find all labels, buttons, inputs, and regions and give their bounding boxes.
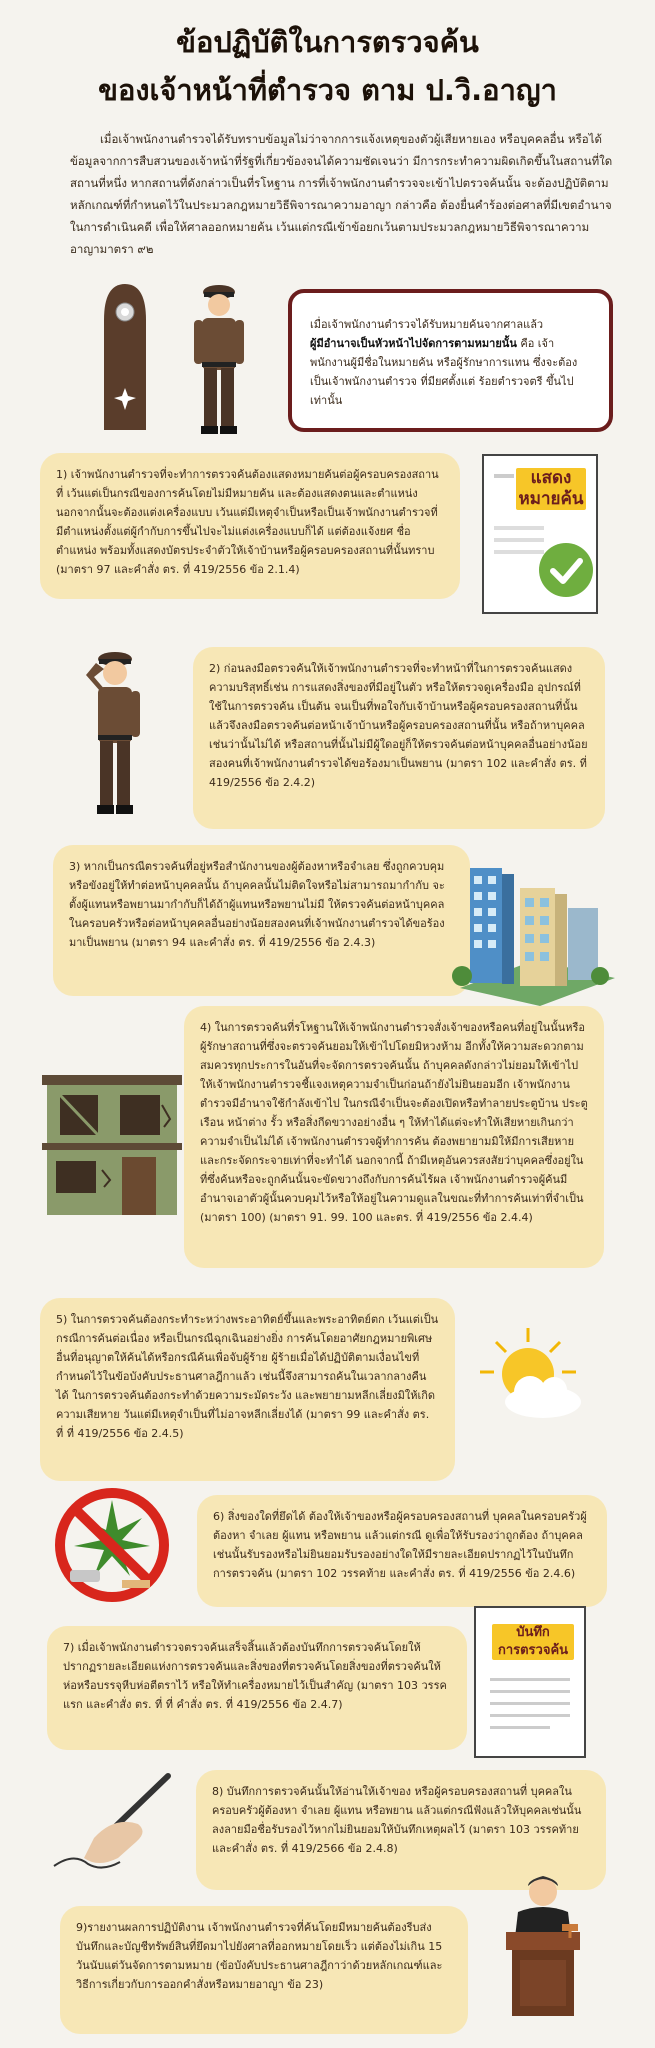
check-mark-icon	[538, 542, 594, 598]
rule-item-6: 6) สิ่งของใดที่ยึดได้ ต้องให้เจ้าของหรือผู้ครอบครองสถานที่ บุคคลในครอบครัวผู้ต้องหา จำเลย ผู้แทน หรือพยาน แล้วแต่กรณี ดูเพื่อให้รับรองว่าถูกต้อง ถ้าบุคคลเช่นนั้นรับรองหรือไม่ยินยอมรับรองอย่างใดให้มีรายละเอียดปรากฏไว้ในบันทึกการตรวจค้น (มาตรา 102 วรรคท้าย และคำสั่ง ตร. ที่ 419/2556 ข้อ 2.4.6)	[197, 1495, 607, 1607]
judge-icon	[498, 1872, 588, 2022]
buildings-illustration	[440, 848, 615, 1008]
no-drugs-icon	[50, 1480, 190, 1605]
show-warrant-illustration	[482, 454, 598, 614]
sun-cloud-icon	[468, 1322, 598, 1432]
rule-item-5: 5) ในการตรวจค้นต้องกระทำระหว่างพระอาทิตย์ขึ้นและพระอาทิตย์ตก เว้นแต่เป็นกรณีการค้นต่อเนื่อง หรือเป็นกรณีฉุกเฉินอย่างยิ่ง การค้นโดยอาศัยกฎหมายพิเศษอื่นที่อนุญาตให้ค้นได้หรือกรณีค้นเพื่อจับผู้ร้าย ผู้ร้ายเมื่อได้ปฏิบัติตามเงื่อนไขที่กำหนดไว้ในข้อบังคับประธานศาลฎีกาแล้ว เช่นนี้จึงสามารถค้นในเวลากลางคืนได้ ในการตรวจค้นต้องกระทำด้วยความระมัดระวัง และพยายามหลีกเลี่ยงมิให้เกิดความเสียหาย วันแต่มีเหตุจำเป็นที่ไม่อาจหลีกเลี่ยงได้ (มาตรา 99 และคำสั่ง ตร. ที่ ที่ 419/2556 ข้อ 2.4.5)	[40, 1298, 455, 1481]
page-title-line-1: ข้อปฏิบัติในการตรวจค้น	[176, 25, 479, 59]
saluting-officer-icon	[80, 645, 150, 820]
search-record-illustration	[474, 1606, 586, 1758]
page-title-line-2: ของเจ้าหน้าที่ตำรวจ ตาม ป.วิ.อาญา	[98, 73, 557, 107]
show-warrant-tag: แสดง หมายค้น	[514, 466, 588, 512]
note-rest-text: คือ เจ้าพนักงานผู้มีชื่อในหมายค้น หรือผู้รักษาการแทน ซึ่งจะต้องเป็นเจ้าพนักงานตำรวจ ที่มียศตั้งแต่ ร้อยตำรวจตรี ขึ้นไปเท่านั้น	[310, 337, 578, 407]
warrant-authority-note	[288, 289, 613, 432]
rule-item-7: 7) เมื่อเจ้าพนักงานตำรวจตรวจค้นเสร็จสิ้นแล้วต้องบันทึกการตรวจค้นโดยให้ปรากฏรายละเอียดแห่งการตรวจค้นและสิ่งของที่ตรวจค้นโดยสิ่งของที่ตรวจค้นให้ห่อหรือบรรจุหีบห่อตีตราไว้ หรือให้ทำเครื่องหมายไว้เป็นสำคัญ (มาตรา 103 วรรคแรก และคำสั่ง ตร. ที่ ที่ คำสั่ง ตร. ที่ 419/2556 ข้อ 2.4.7)	[47, 1626, 467, 1750]
rule-item-3: 3) หากเป็นกรณีตรวจค้นที่อยู่หรือสำนักงานของผู้ต้องหาหรือจำเลย ซึ่งถูกควบคุมหรือขังอยู่ให้ทำต่อหน้าบุคคลนั้น ถ้าบุคคลนั้นไม่ติดใจหรือไม่สามารถมากำกับ จะตั้งผู้แทนหรือพยานมากำกับก็ได้ถ้าผู้แทนหรือพยานไม่มี ให้ตรวจค้นต่อหน้าบุคคลในครอบครัวหรือต่อหน้าบุคคลอื่นอย่างน้อยสองคนที่เจ้าพนักงานตำรวจได้ขอร้องมาเป็นพยาน (มาตรา 94 และคำสั่ง ตร. ที่ 419/2556 ข้อ 2.4.3)	[53, 845, 470, 996]
intro-paragraph: เมื่อเจ้าพนักงานตำรวจได้รับทราบข้อมูลไม่ว่าจากการแจ้งเหตุของตัวผู้เสียหายเอง หรือบุคคลอื่น หรือได้ข้อมูลจากการสืบสวนของเจ้าหน้าที่รัฐที่เกี่ยวข้องจนได้ความชัดเจนว่า มีการกระทำความผิดเกิดขึ้นในสถานที่ใดสถานที่หนึ่ง หากสถานที่ดังกล่าวเป็นที่รโหฐาน การที่เจ้าพนักงานตำรวจจะเข้าไปตรวจค้นนั้น จะต้องปฏิบัติตามหลักเกณฑ์ที่กำหนดไว้ในประมวลกฎหมายวิธีพิจารณาความอาญา กล่าวคือ ต้องยื่นคำร้องต่อศาลที่มีเขตอำนาจในการดำเนินคดี เพื่อให้ศาลออกหมายค้น เว้นแต่กรณีเข้าข้อยกเว้นตามประมวลกฎหมายวิธีพิจารณาความอาญามาตรา ๙๒	[70, 132, 613, 256]
rule-item-4: 4) ในการตรวจค้นที่รโหฐานให้เจ้าพนักงานตำรวจสั่งเจ้าของหรือคนที่อยู่ในนั้นหรือผู้รักษาสถานที่ซึ่งจะตรวจค้นยอมให้เข้าไปโดยมิหวงห้าม อีกทั้งให้ความสะดวกตามสมควรทุกประการในอันที่จะจัดการตรวจค้นนั้น ถ้าบุคคลดังกล่าวไม่ยอมให้เข้าไป ให้เจ้าพนักงานตำรวจชี้แจงเหตุความจำเป็นก่อนถ้ายังไม่ยินยอมอีก เจ้าพนักงานตำรวจมีอำนาจใช้กำลังเข้าไป ในกรณีจำเป็นจะต้องเปิดหรือทำลายประตูบ้าน ประตูเรือน หน้าต่าง รั้ว หรือสิ่งกีดขวางอย่างอื่น ๆ ให้ทำได้แต่จะทำให้เสียหายเกินกว่าความจำเป็นไม่ได้ เจ้าพนักงานตำรวจผู้ทำการค้น ต้องพยายามมิให้มีการเสียหายและกระจัดกระจายเท่าที่จะทำได้ นอกจากนี้ ถ้ามีเหตุอันควรสงสัยว่าบุคคลซึ่งอยู่ในที่ซึ่งค้นหรือจะถูกค้นนั้นจะขัดขวางถึงกับการค้นไร้ผล เจ้าพนักงานตำรวจผู้ค้นมีอำนาจเอาตัวผู้นั้นควบคุมไว้หรือให้อยู่ในความดูแลในขณะที่ทำการค้นเท่าที่จำเป็น (มาตรา 100) (มาตรา 91. 99. 100 และตร. ที่ 419/2556 ข้อ 2.4.4)	[184, 1006, 604, 1268]
note-bold-text: ผู้มีอำนาจเป็นหัวหน้าไปจัดการตามหมายนั้น	[310, 337, 517, 350]
search-record-tag: บันทึก การตรวจค้น	[490, 1622, 576, 1662]
note-line-1: เมื่อเจ้าพนักงานตำรวจได้รับหมายค้นจากศาลแล้ว	[310, 318, 544, 331]
shoulder-board-icon	[98, 280, 153, 435]
broken-house-illustration	[42, 1075, 182, 1220]
police-officer-icon	[190, 278, 248, 438]
rule-item-1: 1) เจ้าพนักงานตำรวจที่จะทำการตรวจค้นต้องแสดงหมายค้นต่อผู้ครอบครองสถานที่ เว้นแต่เป็นกรณีของการค้นโดยไม่มีหมายค้น และต้องแสดงตนและตำแหน่ง นอกจากนั้นจะต้องแต่งเครื่องแบบ เว้นแต่มีเหตุจำเป็นหรือเป็นเจ้าพนักงานตำรวจที่มีตำแหน่งตั้งแต่ผู้กำกับการขึ้นไปจะไม่แต่งเครื่องแบบก็ได้ แต่ต้องแจ้งยศ ชื่อ ตำแหน่ง พร้อมทั้งแสดงบัตรประจำตัวให้เจ้าบ้านหรือผู้ครอบครองสถานที่นั้นทราบ (มาตรา 97 และคำสั่ง ตร. ที่ 419/2556 ข้อ 2.1.4)	[40, 453, 460, 599]
rule-item-8: 8) บันทึกการตรวจค้นนั้นให้อ่านให้เจ้าของ หรือผู้ครอบครองสถานที่ บุคคลในครอบครัวผู้ต้องหา จำเลย ผู้แทน หรือพยาน แล้วแต่กรณีฟังแล้วให้บุคคลเช่นนั้น ลงลายมือชื่อรับรองไว้หากไม่ยินยอมให้บันทึกเหตุผลไว้ (มาตรา 103 วรรคท้าย และคำสั่ง ตร. ที่ 419/2566 ข้อ 2.4.8)	[196, 1770, 606, 1890]
rule-item-9: 9)รายงานผลการปฏิบัติงาน เจ้าพนักงานตำรวจที่ค้นโดยมีหมายค้นต้องรีบส่งบันทึกและบัญชีทรัพย์สินที่ยึดมาไปยังศาลที่ออกหมายโดยเร็ว แต่ต้องไม่เกิน 15 วันนับแต่วันจัดการตามหมาย (ข้อบังคับประธานศาลฎีกาว่าด้วยหลักเกณฑ์และวิธีการเกี่ยวกับการออกคำสั่งหรือหมายอาญา ข้อ 23)	[60, 1906, 468, 2034]
rule-item-2: 2) ก่อนลงมือตรวจค้นให้เจ้าพนักงานตำรวจที่จะทำหน้าที่ในการตรวจค้นแสดงความบริสุทธิ์เช่น การแสดงสิ่งของที่มีอยู่ในตัว หรือให้ตรวจดูเครื่องมือ อุปกรณ์ที่ใช้ในการตรวจค้น เป็นต้น จนเป็นที่พอใจกับเจ้าบ้านหรือผู้ครอบครองสถานที่นั้นแล้วจึงลงมือตรวจค้นต่อหน้าเจ้าบ้านหรือผู้ครอบครองสถานที่นั้น หรือถ้าหาบุคคลเช่นว่านั้นไม่ได้ หรือสถานที่นั้นไม่มีผู้ใดอยู่ก็ให้ตรวจค้นต่อหน้าบุคคลอื่นอย่างน้อยสองคนที่เจ้าพนักงานตำรวจได้ขอร้องมาเป็นพยาน (มาตรา 102 และคำสั่ง ตร. ที่ 419/2556 ข้อ 2.4.2)	[193, 647, 605, 829]
signing-hand-icon	[44, 1768, 194, 1878]
